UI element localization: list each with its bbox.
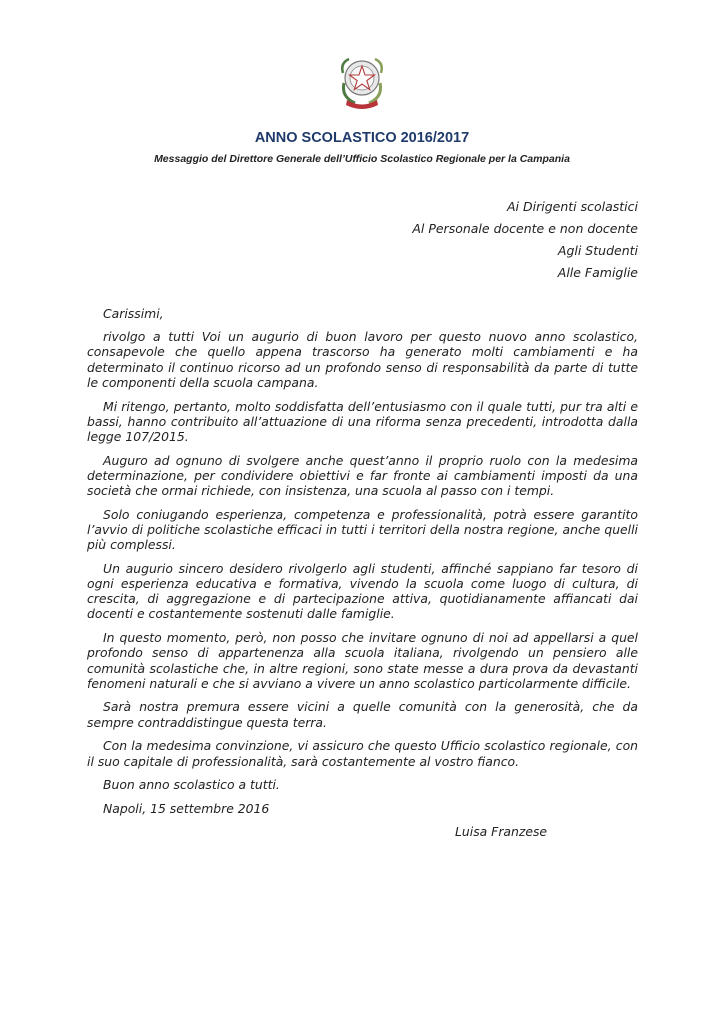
emblem-icon (335, 53, 389, 111)
addressee-line: Al Personale docente e non docente (412, 221, 638, 236)
addressee-line: Agli Studenti (557, 243, 638, 258)
addressee-line: Alle Famiglie (557, 265, 638, 280)
place-date: Napoli, 15 settembre 2016 (103, 801, 270, 816)
body-paragraph: rivolgo a tutti Voi un augurio di buon lavoro per questo nuovo anno scolastico, consapevole che quello appena trascorso ha generato molti cambiamenti e ha determinato il continuo ricorso ad un profondo senso di responsabilità da parte di tutte le componenti della scuola campana. (87, 329, 638, 390)
body-paragraph: Sarà nostra premura essere vicini a quelle comunità con la generosità, che da sempre contraddistingue questa terra. (87, 699, 638, 730)
document-title: ANNO SCOLASTICO 2016/2017 (254, 130, 470, 146)
body-paragraph: In questo momento, però, non posso che invitare ognuno di noi ad appellarsi a quel profondo senso di appartenenza alla scuola italiana, rivolgendo un pensiero alle comunità scolastiche che, in altre regioni, sono state messe a dura prova da devastanti fenomeni naturali e che si avviano a vivere un anno scolastico particolarmente difficile. (87, 630, 638, 691)
body-paragraph: Con la medesima convinzione, vi assicuro che questo Ufficio scolastico regionale, con il suo capitale di professionalità, sarà costantemente al vostro fianco. (87, 738, 638, 769)
signature: Luisa Franzese (455, 824, 548, 839)
letter-body (87, 306, 638, 801)
italian-republic-emblem (335, 53, 389, 111)
body-paragraph: Auguro ad ognuno di svolgere anche quest’anno il proprio ruolo con la medesima determinazione, per condividere obiettivi e far fronte ai cambiamenti imposti da una società che ormai richiede, con insistenza, una scuola al passo con i tempi. (87, 452, 638, 499)
addressee-line: Ai Dirigenti scolastici (507, 199, 638, 214)
addressee-list (412, 196, 638, 284)
document-subtitle: Messaggio del Direttore Generale dell’Ufficio Scolastico Regionale per la Campania (154, 153, 570, 165)
body-paragraph: Un augurio sincero desidero rivolgerlo agli studenti, affinché sappiano far tesoro di ogni esperienza educativa e formativa, vivendo la scuola come luogo di cultura, di crescita, di aggregazione e di partecipazione attiva, quotidianamente affiancati dai docenti e costantemente sostenuti dalle famiglie. (87, 560, 638, 622)
body-paragraph: Mi ritengo, pertanto, molto soddisfatta dell’entusiasmo con il quale tutti, pur tra alti e bassi, hanno contribuito all’attuazione di una riforma senza precedenti, introdotta dalla legge 107/2015. (87, 398, 638, 444)
body-paragraph: Buon anno scolastico a tutti. (103, 777, 280, 793)
greeting: Carissimi, (103, 306, 164, 321)
body-paragraph: Solo coniugando esperienza, competenza e professionalità, potrà essere garantito l’avvio di politiche scolastiche efficaci in tutti i territori della nostra regione, anche quelli più complessi. (87, 506, 638, 553)
